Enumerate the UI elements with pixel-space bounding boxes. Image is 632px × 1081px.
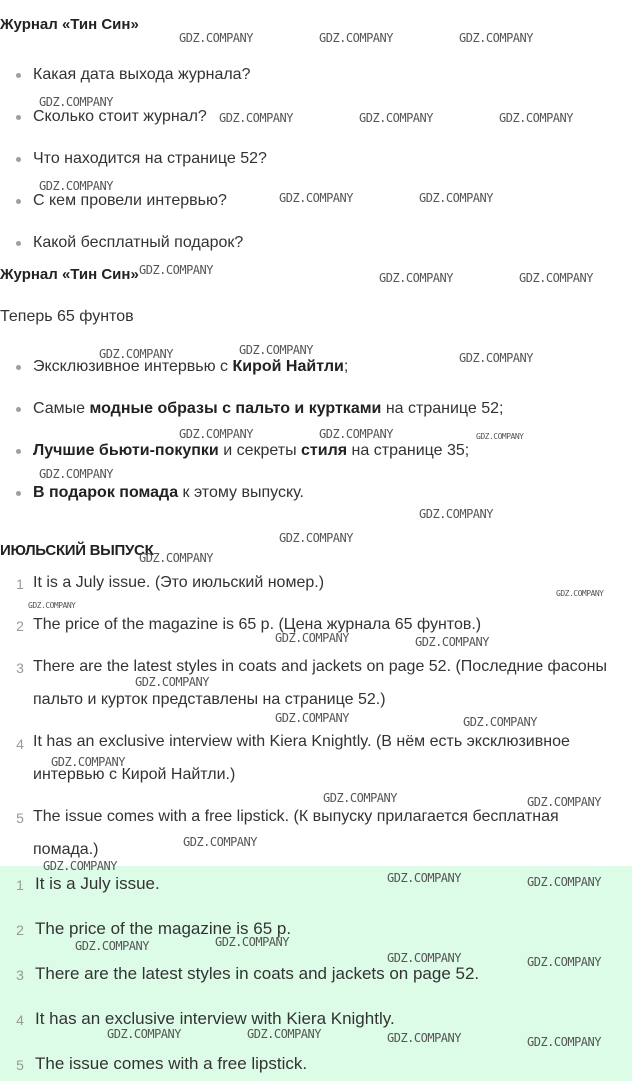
watermark: GDZ.COMPANY bbox=[239, 343, 313, 357]
item-number: 4 bbox=[16, 736, 24, 752]
answer-number: 1 bbox=[16, 877, 24, 893]
watermark: GDZ.COMPANY bbox=[275, 631, 349, 645]
article-bullet: Лучшие бьюти-покупки и секреты стиля на странице 35; bbox=[33, 442, 470, 459]
watermark: GDZ.COMPANY bbox=[43, 859, 117, 873]
bullet-dot bbox=[16, 491, 21, 496]
watermark: GDZ.COMPANY bbox=[39, 467, 113, 481]
translated-item: There are the latest styles in coats and jackets on page 52. (Последние фасоны пальто и курток представлены на странице 52.) bbox=[33, 658, 608, 708]
watermark: GDZ.COMPANY bbox=[28, 601, 76, 610]
watermark: GDZ.COMPANY bbox=[527, 795, 601, 809]
bullet-dot bbox=[16, 73, 21, 78]
watermark: GDZ.COMPANY bbox=[419, 507, 493, 521]
watermark: GDZ.COMPANY bbox=[135, 675, 209, 689]
item-number: 5 bbox=[16, 810, 24, 826]
answer-item: It is a July issue. bbox=[35, 874, 160, 893]
translated-item: The price of the magazine is 65 p. (Цена журнала 65 фунтов.) bbox=[33, 616, 482, 633]
watermark: GDZ.COMPANY bbox=[519, 271, 593, 285]
bullet-dot bbox=[16, 157, 21, 162]
price-line: Теперь 65 фунтов bbox=[0, 308, 134, 325]
question-item: С кем провели интервью? bbox=[33, 192, 227, 209]
question-item: Какая дата выхода журнала? bbox=[33, 66, 251, 83]
bullet-dot bbox=[16, 449, 21, 454]
bullet-dot bbox=[16, 407, 21, 412]
answer-item: It has an exclusive interview with Kiera Knightly. bbox=[35, 1009, 395, 1028]
answer-number: 3 bbox=[16, 967, 24, 983]
item-number: 3 bbox=[16, 660, 24, 676]
watermark: GDZ.COMPANY bbox=[499, 111, 573, 125]
answer-item: The issue comes with a free lipstick. bbox=[35, 1054, 308, 1073]
watermark: GDZ.COMPANY bbox=[39, 95, 113, 109]
watermark: GDZ.COMPANY bbox=[459, 31, 533, 45]
watermark: GDZ.COMPANY bbox=[419, 191, 493, 205]
watermark: GDZ.COMPANY bbox=[476, 432, 524, 441]
watermark: GDZ.COMPANY bbox=[459, 351, 533, 365]
translated-item: It is a July issue. (Это июльский номер.) bbox=[33, 574, 325, 591]
watermark: GDZ.COMPANY bbox=[75, 939, 149, 953]
watermark: GDZ.COMPANY bbox=[39, 179, 113, 193]
watermark: GDZ.COMPANY bbox=[387, 871, 461, 885]
watermark: GDZ.COMPANY bbox=[415, 635, 489, 649]
question-item: Сколько стоит журнал? bbox=[33, 108, 207, 125]
article-bullet: Самые модные образы с пальто и куртками на странице 52; bbox=[33, 400, 504, 417]
watermark: GDZ.COMPANY bbox=[107, 1027, 181, 1041]
answer-number: 2 bbox=[16, 922, 24, 938]
bullet-dot bbox=[16, 115, 21, 120]
translated-item: The issue comes with a free lipstick. (К выпуску прилагается бесплатная помада.) bbox=[33, 808, 559, 858]
section1-title: Журнал «Тин Син» bbox=[0, 16, 139, 33]
answer-item: The price of the magazine is 65 p. bbox=[35, 919, 292, 938]
answer-item: There are the latest styles in coats and jackets on page 52. bbox=[35, 964, 480, 983]
watermark: GDZ.COMPANY bbox=[179, 31, 253, 45]
bullet-dot bbox=[16, 199, 21, 204]
watermark: GDZ.COMPANY bbox=[387, 951, 461, 965]
bullet-dot bbox=[16, 365, 21, 370]
watermark: GDZ.COMPANY bbox=[279, 191, 353, 205]
watermark: GDZ.COMPANY bbox=[387, 1031, 461, 1045]
item-number: 1 bbox=[16, 576, 24, 592]
translated-item: It has an exclusive interview with Kiera Knightly. (В нём есть эксклюзивное интервью с Кирой Найтли.) bbox=[33, 733, 570, 783]
watermark: GDZ.COMPANY bbox=[275, 711, 349, 725]
watermark: GDZ.COMPANY bbox=[99, 347, 173, 361]
watermark: GDZ.COMPANY bbox=[183, 835, 257, 849]
question-item: Что находится на странице 52? bbox=[33, 150, 267, 167]
section2-title: Журнал «Тин Син» bbox=[0, 266, 139, 283]
watermark: GDZ.COMPANY bbox=[319, 31, 393, 45]
question-item: Какой бесплатный подарок? bbox=[33, 234, 244, 251]
watermark: GDZ.COMPANY bbox=[527, 1035, 601, 1049]
watermark: GDZ.COMPANY bbox=[51, 755, 125, 769]
article-bullet: В подарок помада к этому выпуску. bbox=[33, 484, 304, 501]
watermark: GDZ.COMPANY bbox=[319, 427, 393, 441]
section3-title: ИЮЛЬСКИЙ ВЫПУСК bbox=[0, 542, 154, 559]
answer-number: 4 bbox=[16, 1012, 24, 1028]
watermark: GDZ.COMPANY bbox=[139, 263, 213, 277]
watermark: GDZ.COMPANY bbox=[215, 935, 289, 949]
article-bullet: Эксклюзивное интервью с Кирой Найтли; bbox=[33, 358, 349, 375]
watermark: GDZ.COMPANY bbox=[379, 271, 453, 285]
watermark: GDZ.COMPANY bbox=[139, 551, 213, 565]
watermark: GDZ.COMPANY bbox=[463, 715, 537, 729]
watermark: GDZ.COMPANY bbox=[219, 111, 293, 125]
watermark: GDZ.COMPANY bbox=[359, 111, 433, 125]
watermark: GDZ.COMPANY bbox=[556, 589, 604, 598]
answer-number: 5 bbox=[16, 1057, 24, 1073]
watermark: GDZ.COMPANY bbox=[179, 427, 253, 441]
watermark: GDZ.COMPANY bbox=[247, 1027, 321, 1041]
item-number: 2 bbox=[16, 618, 24, 634]
watermark: GDZ.COMPANY bbox=[527, 875, 601, 889]
bullet-dot bbox=[16, 241, 21, 246]
watermark: GDZ.COMPANY bbox=[527, 955, 601, 969]
watermark: GDZ.COMPANY bbox=[279, 531, 353, 545]
watermark: GDZ.COMPANY bbox=[323, 791, 397, 805]
